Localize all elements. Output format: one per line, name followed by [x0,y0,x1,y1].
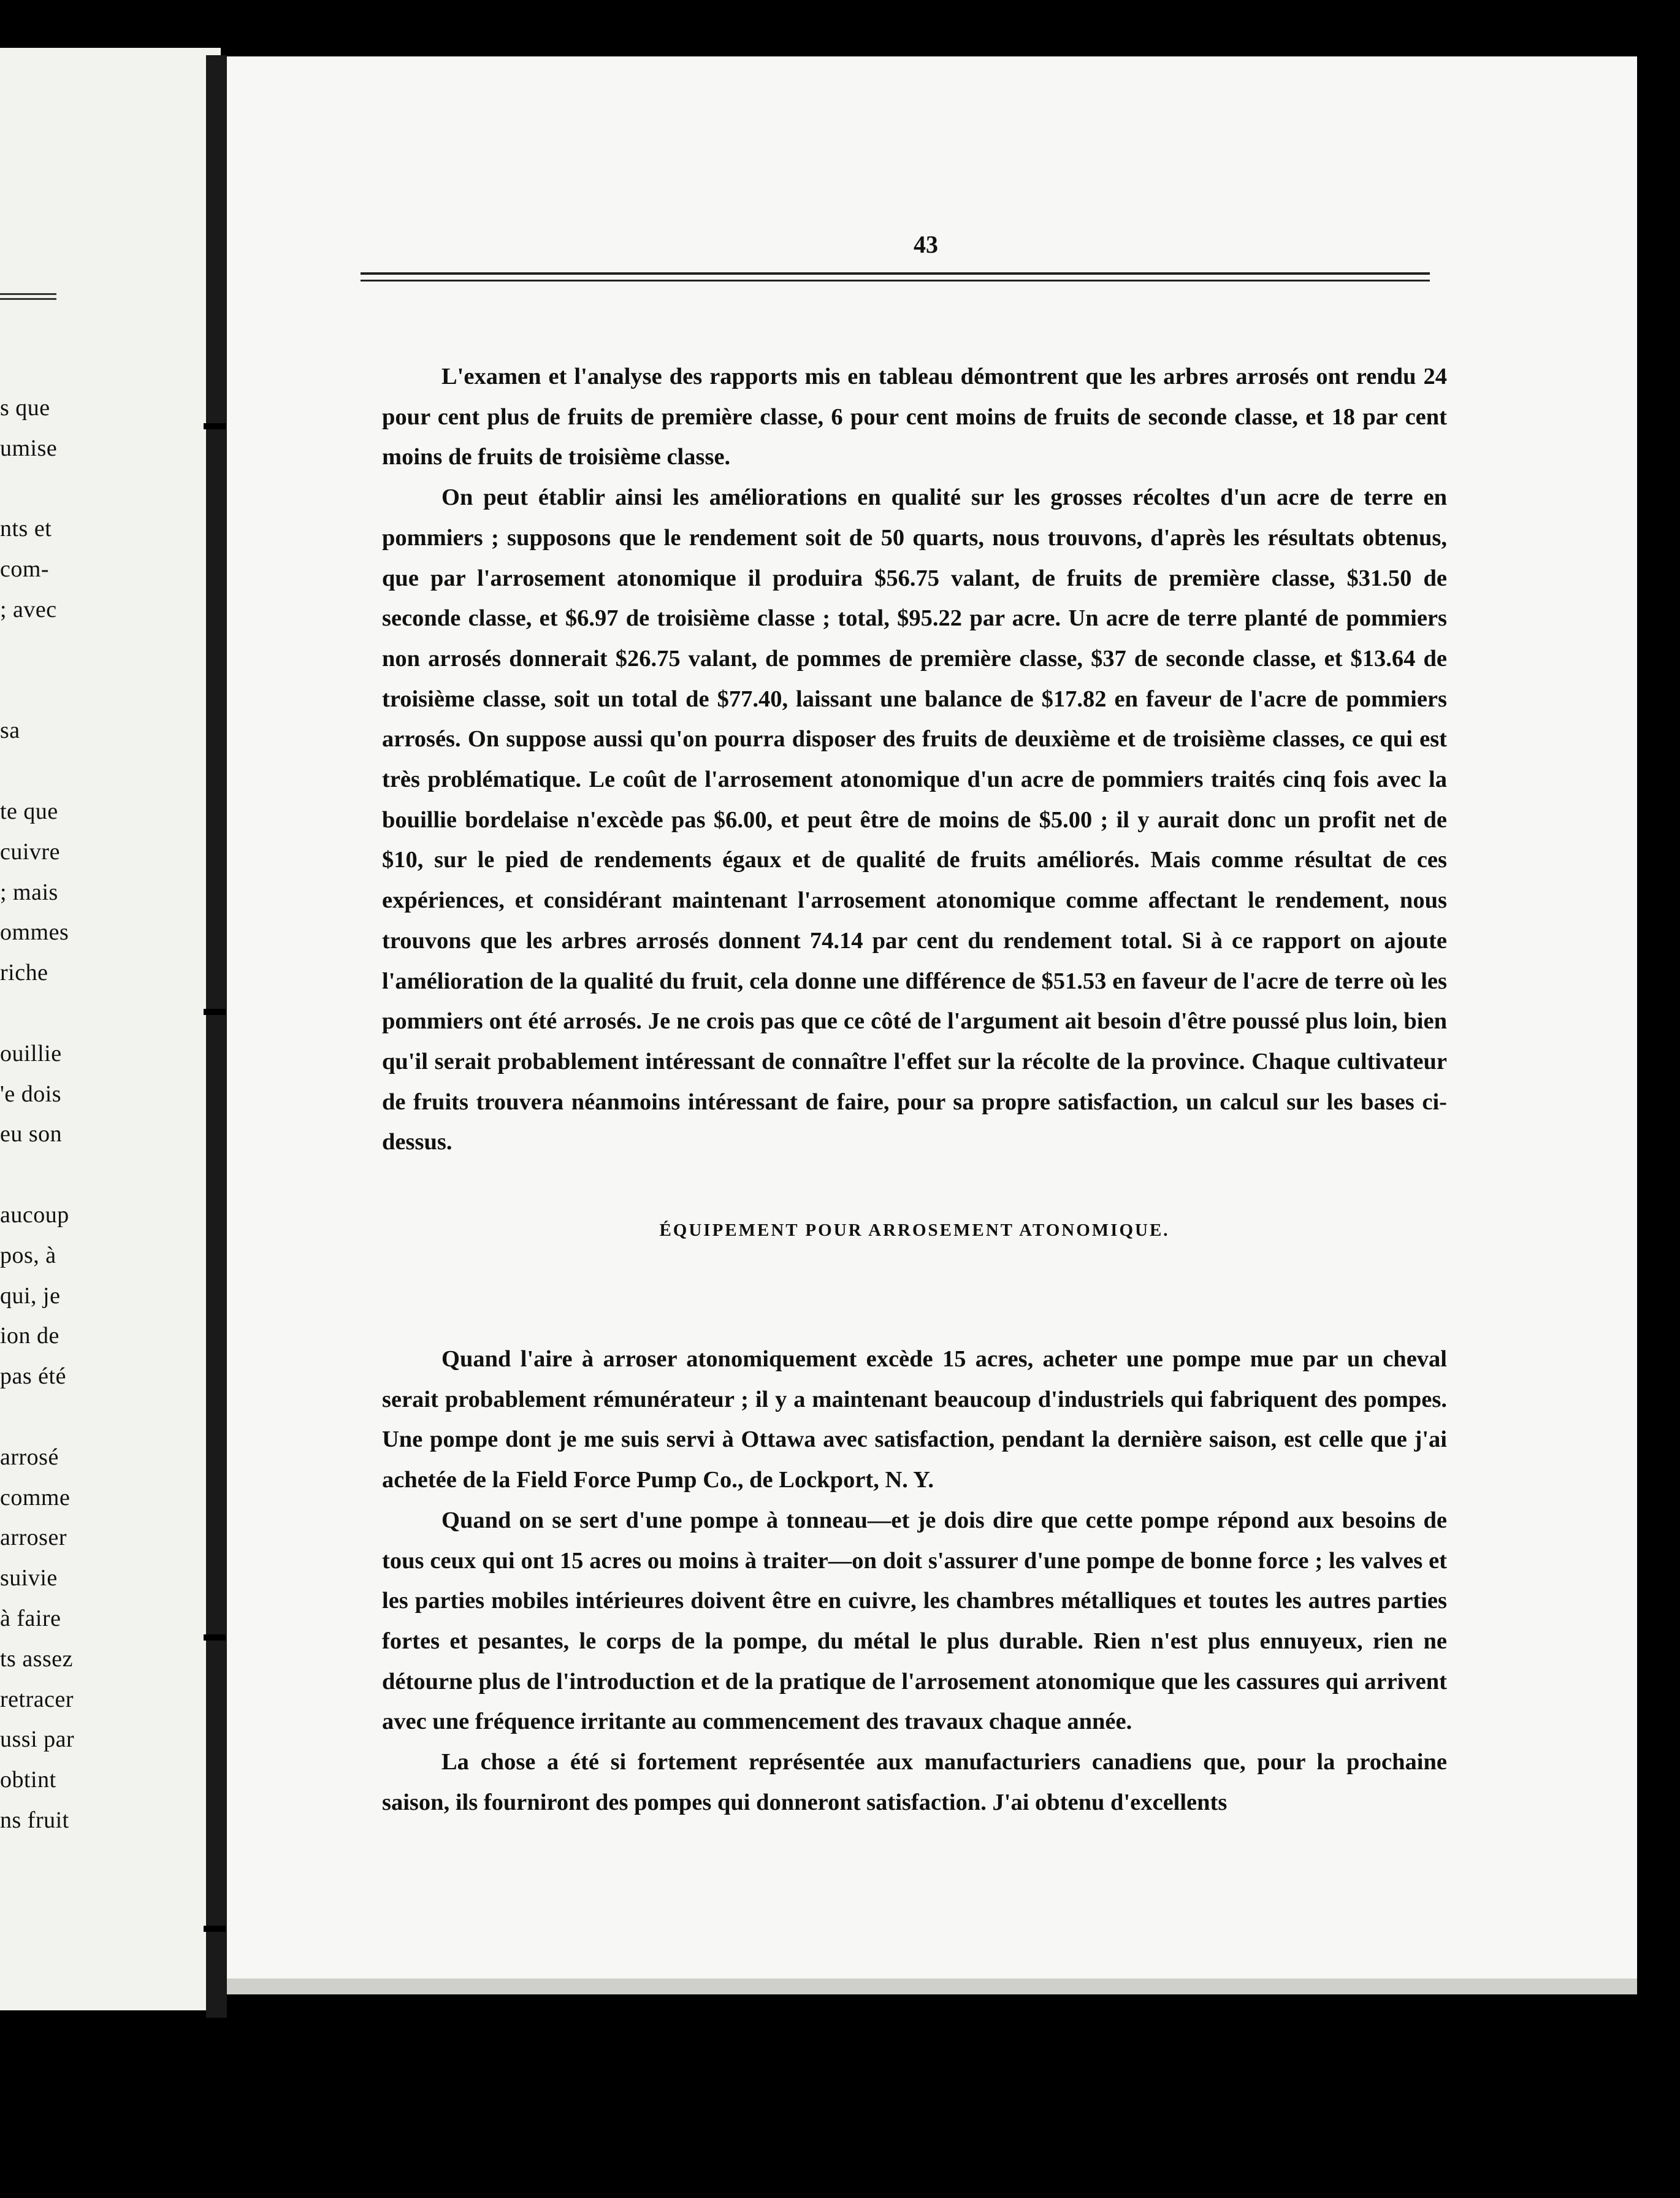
left-page-line: obtint [0,1767,56,1793]
left-page-line: ussi par [0,1726,75,1753]
paragraph-5: La chose a été si fortement représentée aux manufacturiers canadiens que, pour la prochaine saison, ils fourniront des pompes qui donneront satisfaction. J'ai obtenu d'excellents [382,1749,1447,1815]
header-double-rule [361,272,1430,281]
left-page-line: sa [0,718,20,744]
left-page-line: pos, à [0,1242,56,1268]
left-page-line: aucoup [0,1202,69,1228]
left-page-line: ts assez [0,1645,74,1672]
left-page-fragment [0,48,221,2010]
left-page-rule [0,293,56,295]
paragraph-3: Quand l'aire à arroser atonomiquement excède 15 acres, acheter une pompe mue par un cheval serait probablement rémunérateur ; il y a maintenant beaucoup d'industriels qui fabriquent des pompes. Une pompe dont je me suis servi à Ottawa avec satisfaction, pendant la dernière saison, est celle que j'ai achetée de la Field Force Pump Co., de Lockport, N. Y. [382,1346,1447,1493]
binding-mark [204,423,226,429]
left-page-line: te que [0,798,58,824]
left-page-line: 'e dois [0,1081,62,1107]
section-heading: ÉQUIPEMENT POUR ARROSEMENT ATONOMIQUE. [659,1220,1170,1240]
left-page-line: cuivre [0,838,60,865]
right-page [227,56,1637,1994]
binding-gutter [206,55,227,2018]
left-page-line: ; mais [0,879,58,905]
left-page-line: nts et [0,516,52,542]
left-page-line: arroser [0,1525,67,1551]
left-page-line: riche [0,960,48,986]
left-page-line: ommes [0,919,69,946]
left-page-line: eu son [0,1121,63,1147]
left-page-line: pas été [0,1363,66,1390]
left-page-line: s que [0,395,50,421]
left-page-line: umise [0,435,58,461]
page-bottom-edge [227,1978,1637,1994]
left-page-line: ns fruit [0,1807,69,1833]
left-page-line: ouillie [0,1040,62,1066]
left-page-line: suivie [0,1565,58,1591]
paragraph-2: On peut établir ainsi les améliorations en qualité sur les grosses récoltes d'un acre de terre en pommiers ; supposons que le rendement soit de 50 quarts, nous trouvons, d'après les résultats obtenus, que par l'arrosement atonomique il produira $56.75 valant, de fruits de première classe, $31.50 de seconde classe, et $6.97 de troisième classe ; total, $95.22 par acre. Un acre de terre planté de pommiers non arrosés donnerait $26.75 valant, de pommes de première classe, $37 de seconde classe, et $13.64 de troisième classe, soit un total de $77.40, laissant une balance de $17.82 en faveur de l'acre de pommiers arrosés. On suppose aussi qu'on pourra disposer des fruits de deuxième et de troisième classes, ce qui est très problématique. Le coût de l'arrosement atonomique d'un acre de pommiers traités cinq fois avec la bouillie bordelaise n'excède pas $6.00, et peut être de moins de $5.00 ; il y aurait donc un profit net de $10, sur le pied de rendements égaux et de qualité de fruits améliorés. Mais comme résultat de ces expériences, et considérant maintenant l'arrosement atonomique comme affectant le rendement, nous trouvons que les arbres arrosés donnent 74.14 par cent du rendement total. Si à ce rapport on ajoute l'amélioration de la qualité du fruit, cela donne une différence de $51.53 en faveur de l'acre de terre où les pommiers ont été arrosés. Je ne crois pas que ce côté de l'argument ait besoin d'être poussé plus loin, bien qu'il serait probablement intéressant de connaître l'effet sur la récolte de la province. Chaque cultivateur de fruits trouvera néanmoins intéressant de faire, pour sa propre satisfaction, un calcul sur les bases ci-dessus. [382,484,1447,1155]
left-page-line: retracer [0,1686,74,1712]
left-page-line: arrosé [0,1444,59,1470]
left-page-line: qui, je [0,1282,61,1309]
left-page-line: ion de [0,1323,59,1349]
paragraph-4: Quand on se sert d'une pompe à tonneau—et je dois dire que cette pompe répond aux besoins de tous ceux qui ont 15 acres ou moins à traiter—on doit s'assurer d'une pompe de bonne force ; les valves et les parties mobiles intérieures doivent être en cuivre, les chambres métalliques et toutes les autres parties fortes et pesantes, le corps de la pompe, du métal le plus durable. Rien n'est plus ennuyeux, rien ne détourne plus de l'introduction et de la pratique de l'arrosement atonomique que les cassures qui arrivent avec une fréquence irritante au commencement des travaux chaque année. [382,1507,1447,1735]
body-text-top [382,357,1447,1163]
left-page-line: à faire [0,1606,61,1631]
left-page-line: ; avec [0,597,57,622]
binding-mark [204,1634,226,1641]
left-page-rule [0,298,56,300]
binding-mark [204,1926,226,1932]
binding-mark [204,1009,226,1015]
paragraph-1: L'examen et l'analyse des rapports mis en tableau démontrent que les arbres arrosés ont rendu 24 pour cent plus de fruits de première classe, 6 pour cent moins de fruits de seconde classe, et 18 par cent moins de fruits de troisième classe. [382,364,1447,470]
page-number: 43 [914,231,938,258]
left-page-line: comme [0,1484,71,1511]
left-page-line: com- [0,556,50,583]
body-text-bottom [382,1339,1447,1823]
